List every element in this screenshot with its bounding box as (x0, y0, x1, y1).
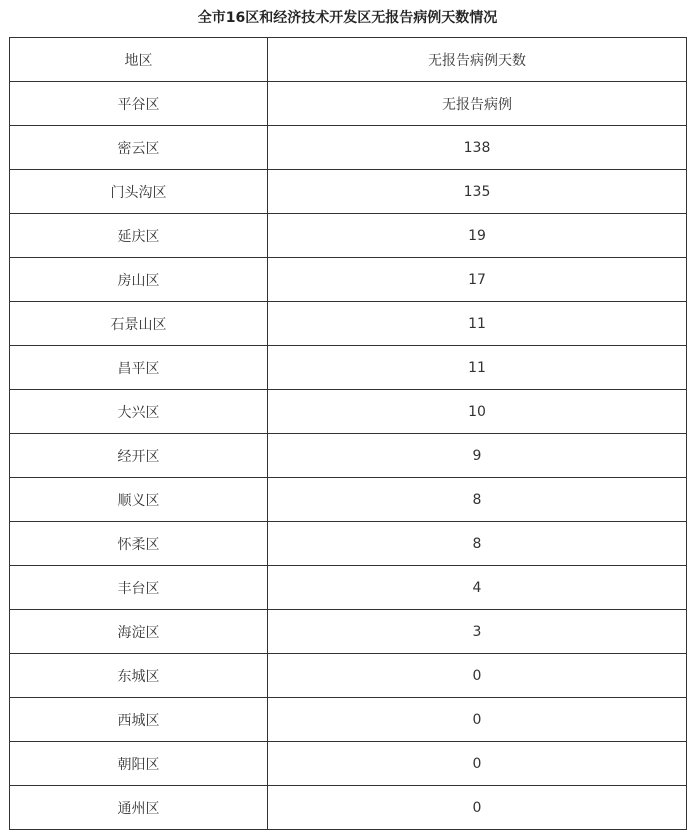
days-cell: 19 (268, 214, 687, 258)
region-cell: 密云区 (10, 126, 268, 170)
table-row (10, 478, 687, 522)
table-row (10, 786, 687, 830)
page-title: 全市16区和经济技术开发区无报告病例天数情况 (197, 10, 498, 26)
table-row (10, 126, 687, 170)
report-table (9, 37, 687, 830)
region-cell: 怀柔区 (10, 522, 268, 566)
region-cell: 石景山区 (10, 302, 268, 346)
days-cell: 无报告病例 (268, 82, 687, 126)
table-row (10, 302, 687, 346)
table-row (10, 214, 687, 258)
region-cell: 丰台区 (10, 566, 268, 610)
days-cell: 11 (268, 302, 687, 346)
days-cell: 138 (268, 126, 687, 170)
table-row (10, 742, 687, 786)
days-cell: 0 (268, 742, 687, 786)
days-cell: 8 (268, 478, 687, 522)
table-row (10, 654, 687, 698)
days-cell: 0 (268, 698, 687, 742)
region-cell: 朝阳区 (10, 742, 268, 786)
days-cell: 0 (268, 786, 687, 830)
table-row (10, 434, 687, 478)
table-row (10, 82, 687, 126)
table-row (10, 610, 687, 654)
days-cell: 0 (268, 654, 687, 698)
days-cell: 10 (268, 390, 687, 434)
days-cell: 9 (268, 434, 687, 478)
column-header-region: 地区 (10, 38, 268, 82)
region-cell: 大兴区 (10, 390, 268, 434)
days-cell: 8 (268, 522, 687, 566)
table-row (10, 566, 687, 610)
table-row (10, 170, 687, 214)
table-header-row (10, 38, 687, 82)
table-row (10, 698, 687, 742)
table-row (10, 258, 687, 302)
table-row (10, 522, 687, 566)
region-cell: 顺义区 (10, 478, 268, 522)
region-cell: 延庆区 (10, 214, 268, 258)
region-cell: 西城区 (10, 698, 268, 742)
table-row (10, 346, 687, 390)
region-cell: 经开区 (10, 434, 268, 478)
region-cell: 东城区 (10, 654, 268, 698)
column-header-days: 无报告病例天数 (268, 38, 687, 82)
region-cell: 昌平区 (10, 346, 268, 390)
table-row (10, 390, 687, 434)
days-cell: 135 (268, 170, 687, 214)
region-cell: 门头沟区 (10, 170, 268, 214)
days-cell: 11 (268, 346, 687, 390)
region-cell: 通州区 (10, 786, 268, 830)
days-cell: 4 (268, 566, 687, 610)
region-cell: 房山区 (10, 258, 268, 302)
days-cell: 3 (268, 610, 687, 654)
region-cell: 平谷区 (10, 82, 268, 126)
region-cell: 海淀区 (10, 610, 268, 654)
days-cell: 17 (268, 258, 687, 302)
